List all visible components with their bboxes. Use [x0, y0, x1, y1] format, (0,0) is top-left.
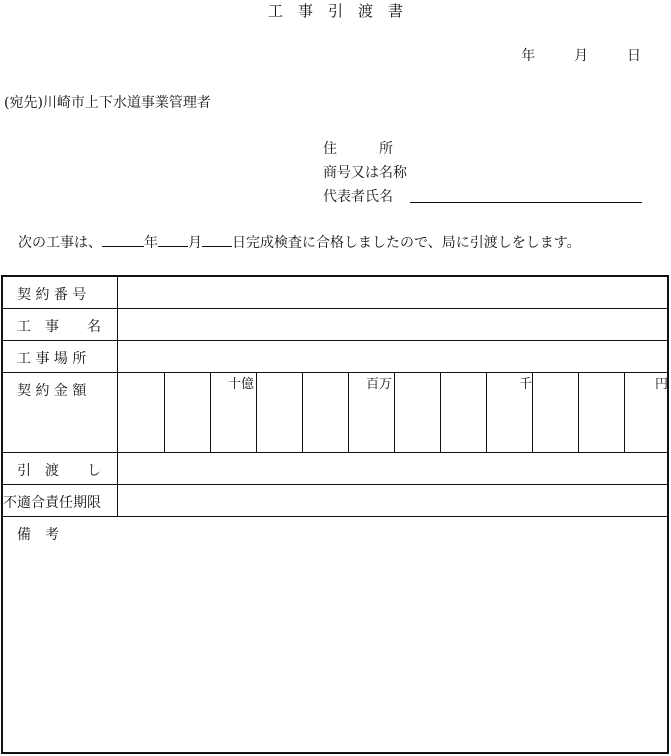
label-contract-number: 契 約 番 号	[17, 287, 87, 303]
digit-divider	[532, 372, 533, 452]
digit-divider	[210, 372, 211, 452]
applicant-company-label: 商号又は名称	[323, 165, 407, 181]
digit-divider	[302, 372, 303, 452]
date-line	[521, 45, 641, 65]
handover-field[interactable]	[118, 452, 667, 484]
label-remarks: 備 考	[17, 527, 59, 543]
applicant-address-label: 住 所	[323, 141, 393, 157]
contract-number-field[interactable]	[118, 277, 667, 308]
handover-form-table	[1, 275, 669, 754]
label-warranty-period: 不適合責任期限	[3, 495, 101, 511]
digit-divider	[164, 372, 165, 452]
label-work-site: 工 事 場 所	[17, 351, 87, 367]
digit-divider	[348, 372, 349, 452]
statement-suffix: 日完成検査に合格しましたので、局に引渡しをします。	[232, 235, 581, 251]
row-separator	[3, 516, 667, 517]
date-day: 日	[627, 48, 641, 64]
handover-statement	[18, 232, 581, 252]
date-month: 月	[574, 48, 589, 64]
statement-day-blank[interactable]	[202, 232, 232, 247]
remarks-field[interactable]	[3, 547, 667, 752]
statement-month-blank[interactable]	[158, 232, 188, 247]
work-name-field[interactable]	[118, 308, 667, 340]
contract-amount-grid	[118, 372, 667, 452]
digit-divider	[394, 372, 395, 452]
unit-yen: 円	[655, 377, 669, 392]
representative-signature-line[interactable]	[410, 202, 642, 203]
unit-thousand: 千	[519, 377, 533, 392]
document-title: 工 事 引 渡 書	[267, 2, 403, 20]
date-year: 年	[521, 48, 536, 64]
unit-ten-billion: 十億	[228, 377, 255, 392]
digit-divider	[256, 372, 257, 452]
digit-divider	[578, 372, 579, 452]
warranty-period-field[interactable]	[118, 484, 667, 516]
digit-divider	[486, 372, 487, 452]
statement-prefix: 次の工事は、	[18, 235, 102, 251]
statement-year-blank[interactable]	[102, 232, 144, 247]
statement-month: 月	[188, 235, 202, 251]
label-handover: 引 渡 し	[17, 463, 101, 479]
label-contract-amount: 契 約 金 額	[17, 383, 87, 399]
digit-divider	[624, 372, 625, 452]
work-site-field[interactable]	[118, 340, 667, 372]
addressee: (宛先)川崎市上下水道事業管理者	[4, 95, 211, 111]
digit-divider	[440, 372, 441, 452]
unit-million: 百万	[366, 377, 393, 392]
applicant-representative-label: 代表者氏名	[323, 189, 393, 205]
label-work-name: 工 事 名	[17, 319, 101, 335]
statement-year: 年	[144, 235, 158, 251]
